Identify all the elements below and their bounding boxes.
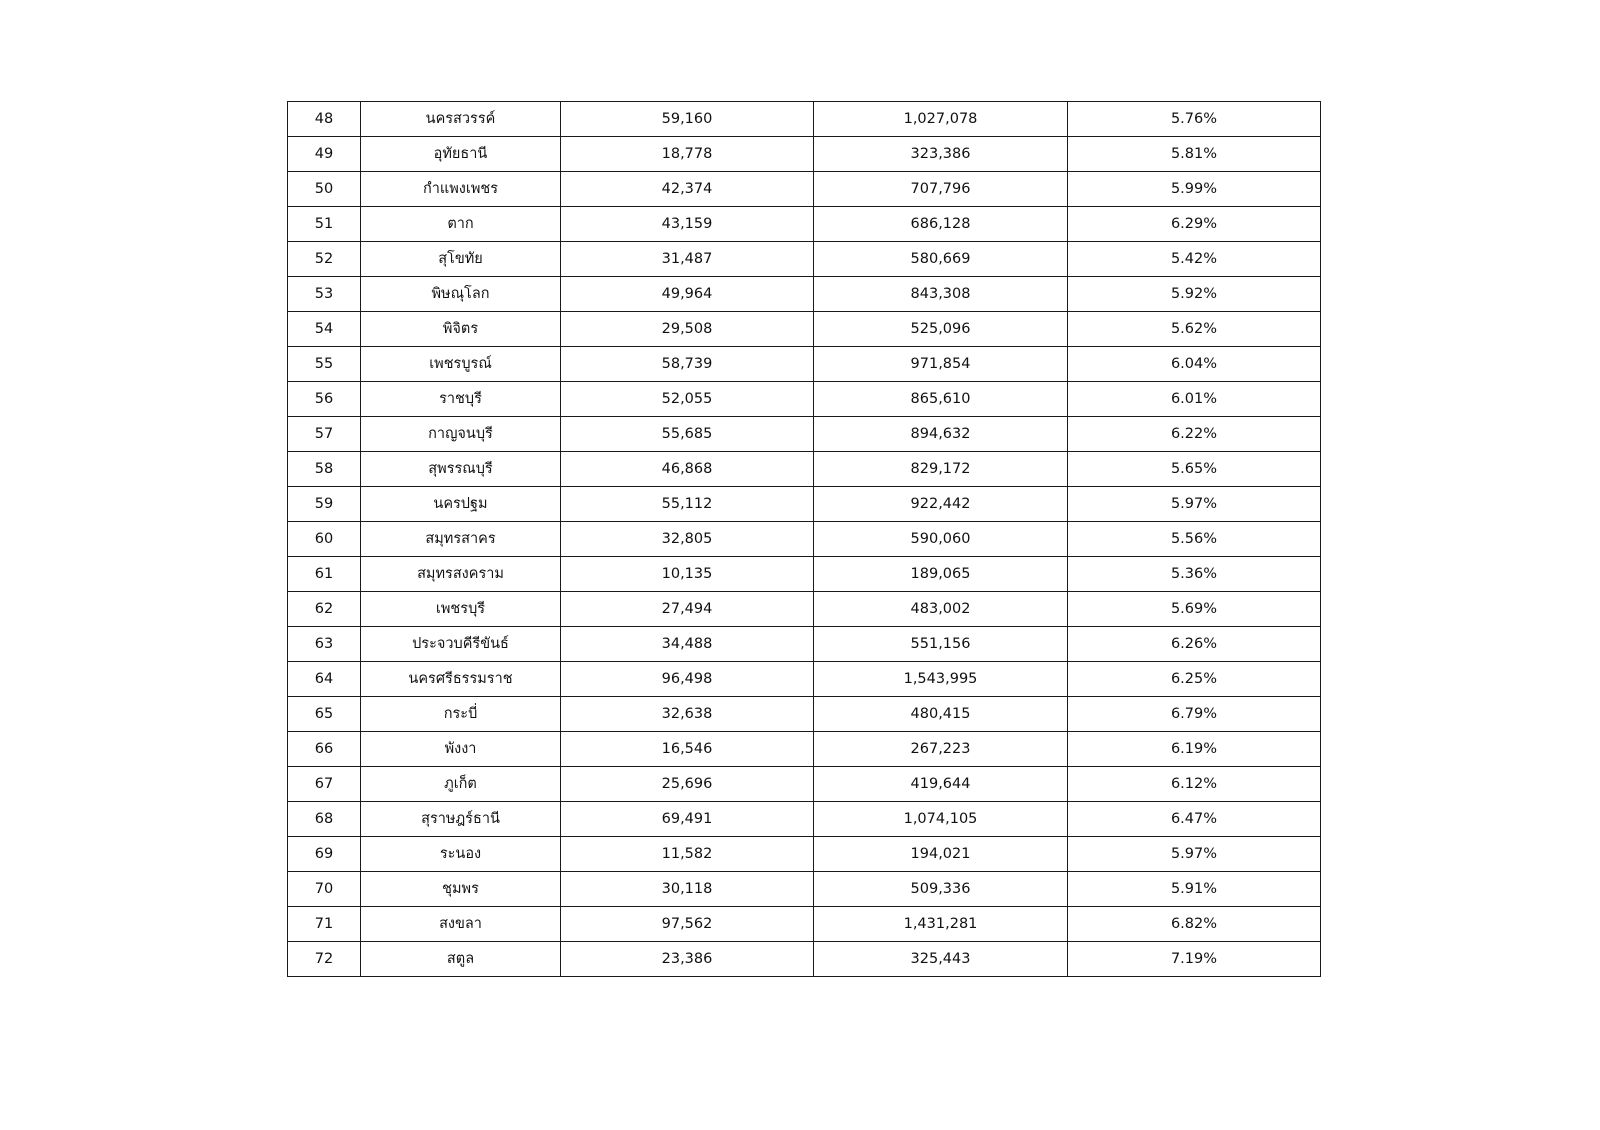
cell-province-name: กำแพงเพชร <box>361 172 561 207</box>
cell-row-number: 48 <box>288 102 361 137</box>
table-row <box>288 662 1321 697</box>
table-row <box>288 347 1321 382</box>
cell-percentage: 5.65% <box>1068 452 1321 487</box>
cell-province-name: ราชบุรี <box>361 382 561 417</box>
cell-value-a: 29,508 <box>561 312 814 347</box>
cell-percentage: 5.81% <box>1068 137 1321 172</box>
table-row <box>288 837 1321 872</box>
cell-value-b: 894,632 <box>814 417 1068 452</box>
cell-value-a: 27,494 <box>561 592 814 627</box>
cell-row-number: 61 <box>288 557 361 592</box>
cell-value-b: 551,156 <box>814 627 1068 662</box>
cell-percentage: 6.29% <box>1068 207 1321 242</box>
cell-value-a: 46,868 <box>561 452 814 487</box>
cell-value-a: 30,118 <box>561 872 814 907</box>
cell-row-number: 51 <box>288 207 361 242</box>
cell-province-name: สงขลา <box>361 907 561 942</box>
table-row <box>288 487 1321 522</box>
cell-value-a: 97,562 <box>561 907 814 942</box>
cell-province-name: ภูเก็ต <box>361 767 561 802</box>
cell-row-number: 70 <box>288 872 361 907</box>
cell-value-b: 509,336 <box>814 872 1068 907</box>
cell-value-b: 189,065 <box>814 557 1068 592</box>
cell-percentage: 6.01% <box>1068 382 1321 417</box>
table-row <box>288 592 1321 627</box>
cell-value-b: 1,027,078 <box>814 102 1068 137</box>
cell-value-a: 55,112 <box>561 487 814 522</box>
cell-province-name: อุทัยธานี <box>361 137 561 172</box>
cell-row-number: 52 <box>288 242 361 277</box>
cell-percentage: 5.62% <box>1068 312 1321 347</box>
cell-value-a: 34,488 <box>561 627 814 662</box>
cell-value-a: 49,964 <box>561 277 814 312</box>
cell-row-number: 49 <box>288 137 361 172</box>
cell-value-a: 16,546 <box>561 732 814 767</box>
cell-percentage: 6.47% <box>1068 802 1321 837</box>
cell-percentage: 5.69% <box>1068 592 1321 627</box>
cell-percentage: 6.22% <box>1068 417 1321 452</box>
table-row <box>288 557 1321 592</box>
cell-province-name: เพชรบุรี <box>361 592 561 627</box>
cell-row-number: 72 <box>288 942 361 977</box>
cell-value-a: 25,696 <box>561 767 814 802</box>
cell-province-name: สุโขทัย <box>361 242 561 277</box>
cell-value-a: 69,491 <box>561 802 814 837</box>
table-row <box>288 767 1321 802</box>
table-row <box>288 802 1321 837</box>
cell-value-b: 971,854 <box>814 347 1068 382</box>
cell-province-name: สุพรรณบุรี <box>361 452 561 487</box>
cell-row-number: 66 <box>288 732 361 767</box>
cell-province-name: สตูล <box>361 942 561 977</box>
table-body <box>288 102 1321 977</box>
cell-value-a: 96,498 <box>561 662 814 697</box>
cell-percentage: 5.76% <box>1068 102 1321 137</box>
cell-row-number: 53 <box>288 277 361 312</box>
table-row <box>288 942 1321 977</box>
cell-percentage: 5.91% <box>1068 872 1321 907</box>
cell-row-number: 59 <box>288 487 361 522</box>
cell-value-a: 32,638 <box>561 697 814 732</box>
cell-row-number: 65 <box>288 697 361 732</box>
table-row <box>288 172 1321 207</box>
cell-value-b: 1,543,995 <box>814 662 1068 697</box>
cell-value-a: 52,055 <box>561 382 814 417</box>
cell-percentage: 5.92% <box>1068 277 1321 312</box>
cell-row-number: 60 <box>288 522 361 557</box>
cell-value-b: 829,172 <box>814 452 1068 487</box>
cell-percentage: 6.82% <box>1068 907 1321 942</box>
cell-percentage: 6.04% <box>1068 347 1321 382</box>
cell-row-number: 67 <box>288 767 361 802</box>
cell-value-b: 590,060 <box>814 522 1068 557</box>
cell-value-a: 11,582 <box>561 837 814 872</box>
cell-percentage: 6.25% <box>1068 662 1321 697</box>
cell-row-number: 64 <box>288 662 361 697</box>
cell-province-name: นครสวรรค์ <box>361 102 561 137</box>
cell-province-name: กระบี่ <box>361 697 561 732</box>
table-row <box>288 207 1321 242</box>
cell-province-name: ตาก <box>361 207 561 242</box>
cell-value-b: 707,796 <box>814 172 1068 207</box>
table-row <box>288 697 1321 732</box>
cell-value-b: 686,128 <box>814 207 1068 242</box>
cell-value-b: 525,096 <box>814 312 1068 347</box>
cell-percentage: 7.19% <box>1068 942 1321 977</box>
cell-province-name: ประจวบคีรีขันธ์ <box>361 627 561 662</box>
table-row <box>288 137 1321 172</box>
cell-value-a: 31,487 <box>561 242 814 277</box>
cell-percentage: 6.79% <box>1068 697 1321 732</box>
cell-value-a: 23,386 <box>561 942 814 977</box>
table-row <box>288 872 1321 907</box>
cell-province-name: เพชรบูรณ์ <box>361 347 561 382</box>
cell-value-b: 480,415 <box>814 697 1068 732</box>
cell-percentage: 6.26% <box>1068 627 1321 662</box>
cell-value-a: 55,685 <box>561 417 814 452</box>
cell-value-b: 323,386 <box>814 137 1068 172</box>
table-row <box>288 732 1321 767</box>
cell-value-a: 42,374 <box>561 172 814 207</box>
cell-percentage: 5.97% <box>1068 837 1321 872</box>
cell-value-b: 922,442 <box>814 487 1068 522</box>
table-row <box>288 522 1321 557</box>
cell-row-number: 71 <box>288 907 361 942</box>
cell-value-b: 267,223 <box>814 732 1068 767</box>
cell-value-b: 865,610 <box>814 382 1068 417</box>
cell-value-b: 1,431,281 <box>814 907 1068 942</box>
cell-province-name: ระนอง <box>361 837 561 872</box>
cell-percentage: 6.12% <box>1068 767 1321 802</box>
cell-percentage: 5.36% <box>1068 557 1321 592</box>
cell-row-number: 57 <box>288 417 361 452</box>
cell-province-name: สุราษฎร์ธานี <box>361 802 561 837</box>
cell-row-number: 55 <box>288 347 361 382</box>
cell-percentage: 5.42% <box>1068 242 1321 277</box>
cell-province-name: สมุทรสงคราม <box>361 557 561 592</box>
cell-percentage: 6.19% <box>1068 732 1321 767</box>
cell-row-number: 56 <box>288 382 361 417</box>
cell-percentage: 5.99% <box>1068 172 1321 207</box>
cell-percentage: 5.97% <box>1068 487 1321 522</box>
cell-province-name: พิษณุโลก <box>361 277 561 312</box>
cell-row-number: 63 <box>288 627 361 662</box>
cell-province-name: สมุทรสาคร <box>361 522 561 557</box>
cell-row-number: 68 <box>288 802 361 837</box>
table-row <box>288 277 1321 312</box>
table-row <box>288 312 1321 347</box>
cell-row-number: 50 <box>288 172 361 207</box>
cell-value-b: 843,308 <box>814 277 1068 312</box>
cell-percentage: 5.56% <box>1068 522 1321 557</box>
cell-province-name: นครศรีธรรมราช <box>361 662 561 697</box>
table-row <box>288 907 1321 942</box>
cell-value-a: 32,805 <box>561 522 814 557</box>
cell-value-b: 325,443 <box>814 942 1068 977</box>
cell-value-a: 43,159 <box>561 207 814 242</box>
cell-province-name: พังงา <box>361 732 561 767</box>
cell-row-number: 62 <box>288 592 361 627</box>
cell-value-a: 59,160 <box>561 102 814 137</box>
table-row <box>288 417 1321 452</box>
cell-row-number: 58 <box>288 452 361 487</box>
table-row <box>288 102 1321 137</box>
cell-row-number: 69 <box>288 837 361 872</box>
table-row <box>288 627 1321 662</box>
table-row <box>288 242 1321 277</box>
data-table <box>287 101 1321 977</box>
cell-row-number: 54 <box>288 312 361 347</box>
cell-province-name: กาญจนบุรี <box>361 417 561 452</box>
cell-value-b: 419,644 <box>814 767 1068 802</box>
cell-value-b: 1,074,105 <box>814 802 1068 837</box>
table-row <box>288 382 1321 417</box>
cell-province-name: พิจิตร <box>361 312 561 347</box>
cell-value-a: 58,739 <box>561 347 814 382</box>
cell-province-name: ชุมพร <box>361 872 561 907</box>
cell-province-name: นครปฐม <box>361 487 561 522</box>
cell-value-a: 10,135 <box>561 557 814 592</box>
cell-value-b: 580,669 <box>814 242 1068 277</box>
cell-value-b: 483,002 <box>814 592 1068 627</box>
cell-value-a: 18,778 <box>561 137 814 172</box>
cell-value-b: 194,021 <box>814 837 1068 872</box>
table-row <box>288 452 1321 487</box>
